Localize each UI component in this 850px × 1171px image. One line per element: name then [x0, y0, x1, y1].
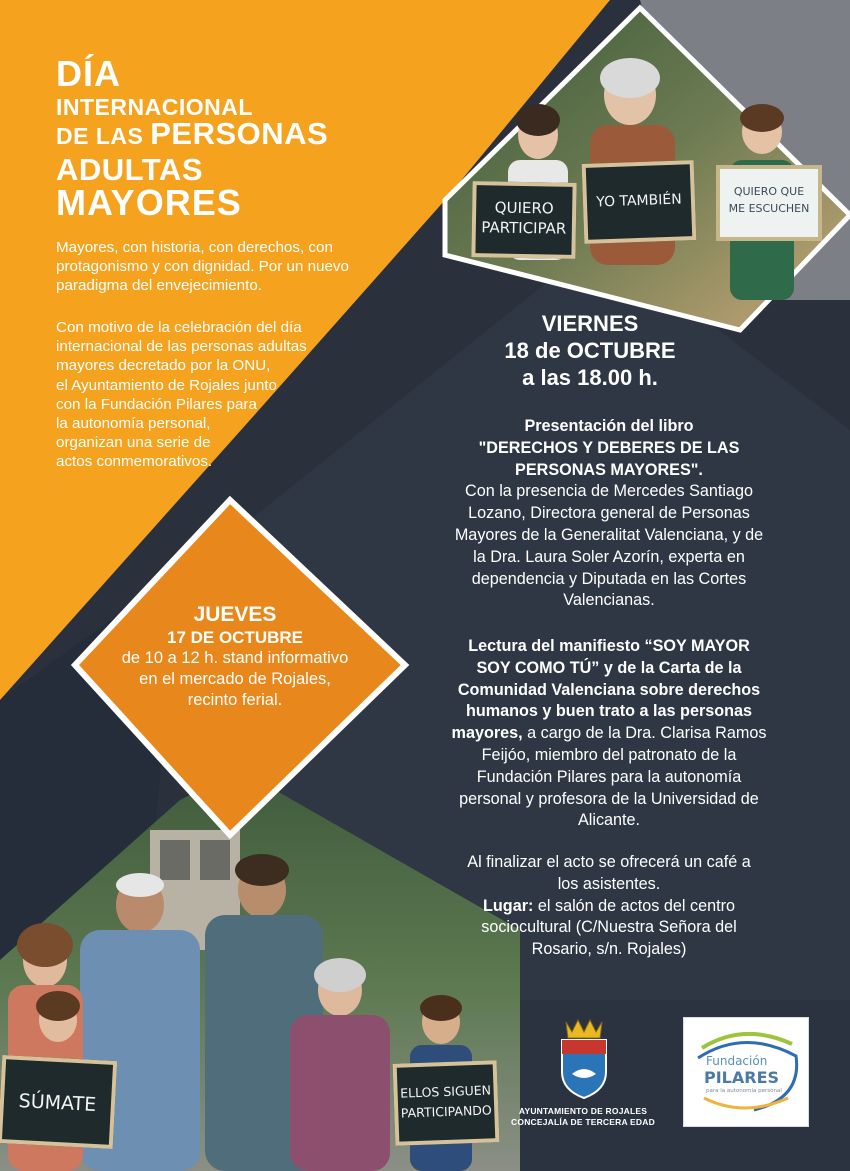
- credit-line: AYUNTAMIENTO DE ROJALES: [518, 1106, 648, 1116]
- manifesto-line: personal y profesora de la Universidad de: [459, 789, 759, 808]
- manifesto-line: Fundación Pilares para la autonomía: [476, 767, 742, 786]
- place-rest: el salón de actos del centro: [533, 896, 735, 915]
- presentation-line: Lozano, Directora general de Personas: [468, 504, 750, 523]
- thursday-date: 17 DE OCTUBRE: [166, 628, 304, 647]
- title-day: DÍA: [56, 53, 121, 94]
- presentation-line: Mayores de la Generalitat Valenciana, y de: [454, 525, 764, 544]
- title-internacional: INTERNACIONAL: [56, 94, 253, 120]
- manifesto-line: SOY COMO TÚ” y de la Carta de la: [476, 658, 742, 677]
- board-text: ME ESCUCHEN: [728, 202, 810, 215]
- closing-block: [400, 852, 818, 961]
- presentation-line: dependencia y Diputada en las Cortes: [471, 569, 747, 588]
- coffee-line: los asistentes.: [557, 874, 661, 893]
- thursday-day: JUEVES: [193, 603, 277, 626]
- place-line: [400, 896, 818, 918]
- place-label: Lugar:: [483, 896, 534, 915]
- title-personas: PERSONAS: [150, 116, 329, 151]
- friday-day: VIERNES: [541, 311, 639, 336]
- municipality-credit: [508, 1106, 658, 1128]
- place-line: Rosario, s/n. Rojales): [531, 940, 687, 959]
- book-title-line: "DERECHOS Y DEBERES DE LAS: [478, 438, 740, 457]
- manifesto-line: Comunidad Valenciana sobre derechos: [457, 680, 761, 699]
- friday-time: a las 18.00 h.: [522, 365, 658, 390]
- board-text: SÚMATE: [18, 1089, 97, 1117]
- manifesto-rest: a cargo de la Dra. Clarisa Ramos: [522, 724, 767, 743]
- intro-line: mayores decretado por la ONU,: [56, 357, 271, 375]
- board-text: ELLOS SIGUEN: [399, 1082, 492, 1101]
- presentation-line: Valencianas.: [563, 591, 655, 610]
- manifesto-block: [400, 636, 818, 832]
- presentation-block: [400, 416, 818, 612]
- thursday-block: [80, 603, 390, 711]
- manifesto-line: [400, 723, 818, 745]
- manifesto-line: Alicante.: [577, 811, 641, 830]
- title-adultas: ADULTAS: [56, 152, 203, 187]
- board-yo-tambien: [582, 160, 697, 244]
- intro-line: Con motivo de la celebración del día: [56, 319, 302, 336]
- presentation-line: Con la presencia de Mercedes Santiago: [465, 482, 753, 501]
- friday-date: 18 de OCTUBRE: [504, 338, 676, 363]
- intro-paragraph-1: [56, 238, 416, 296]
- board-text: YO TAMBIÉN: [595, 191, 682, 211]
- board-ellos-siguen-participando: [393, 1060, 500, 1146]
- thursday-line: de 10 a 12 h. stand informativo: [121, 649, 349, 667]
- presentation-title: Presentación del libro: [524, 417, 694, 435]
- rojales-crest-icon: [552, 1016, 616, 1100]
- manifesto-line: humanos y buen trato a las personas: [465, 702, 753, 721]
- fundacion-pilares-logo: [683, 1017, 809, 1127]
- thursday-line: en el mercado de Rojales,: [139, 670, 331, 688]
- title-de-las: DE LAS: [56, 123, 151, 149]
- title-de-las-personas: [56, 118, 328, 149]
- intro-line: internacional de las personas adultas: [56, 338, 307, 356]
- intro-line: protagonismo y con dignidad. Por un nuevo: [56, 258, 349, 276]
- intro-line: con la Fundación Pilares para: [56, 395, 257, 413]
- board-text: PARTICIPANDO: [400, 1102, 492, 1121]
- book-title-line: PERSONAS MAYORES".: [515, 460, 703, 479]
- board-text: QUIERO QUE: [733, 185, 805, 198]
- presentation-line: la Dra. Laura Soler Azorín, experta en: [473, 547, 745, 566]
- title-mayores: MAYORES: [56, 182, 242, 223]
- board-sumate: [0, 1055, 117, 1149]
- thursday-line: recinto ferial.: [187, 691, 283, 709]
- board-quiero-que-me-escuchen: [716, 165, 822, 241]
- intro-line: organizan una serie de: [56, 434, 211, 452]
- friday-header: [470, 310, 710, 391]
- intro-line: Mayores, con historia, con derechos, con: [56, 239, 333, 256]
- pilares-top-text: Fundación: [706, 1054, 768, 1068]
- manifesto-line: Feijóo, miembro del patronato de la: [481, 745, 737, 764]
- pilares-main-text: PILARES: [704, 1068, 780, 1087]
- intro-line: paradigma del envejecimiento.: [56, 277, 262, 295]
- intro-paragraph-2: [56, 318, 386, 472]
- intro-line: actos conmemorativos.: [56, 453, 213, 471]
- intro-line: la autonomía personal,: [56, 415, 211, 433]
- board-text: QUIERO: [494, 198, 554, 218]
- intro-line: el Ayuntamiento de Rojales junto: [56, 376, 277, 394]
- manifesto-line: Lectura del manifiesto “SOY MAYOR: [468, 637, 750, 655]
- board-text: PARTICIPAR: [481, 218, 567, 238]
- manifesto-bold-word: mayores,: [451, 724, 523, 743]
- credit-line: CONCEJALÍA DE TERCERA EDAD: [511, 1117, 655, 1127]
- place-line: sociocultural (C/Nuestra Señora del: [481, 918, 737, 937]
- pilares-sub-text: para la autonomía personal: [706, 1088, 782, 1094]
- board-quiero-participar: [471, 181, 576, 259]
- coffee-line: Al finalizar el acto se ofrecerá un café a: [467, 853, 751, 871]
